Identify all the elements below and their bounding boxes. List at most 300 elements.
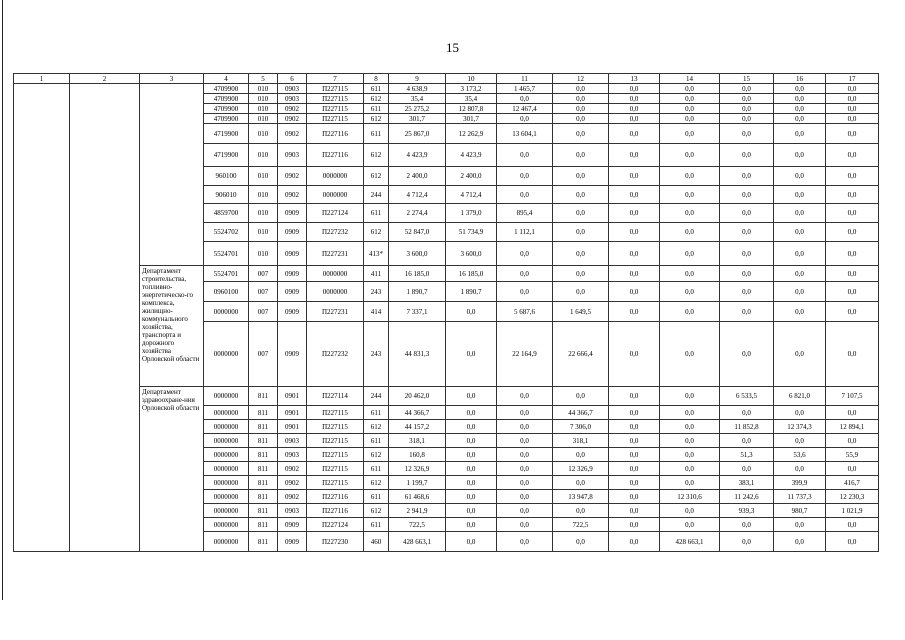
- table-cell: 0,0: [774, 518, 826, 532]
- table-cell: 44 366,7: [389, 406, 446, 420]
- table-cell: 0,0: [774, 242, 826, 266]
- table-cell: 51,3: [720, 448, 774, 462]
- table-cell: 611: [364, 462, 389, 476]
- table-cell: 0,0: [660, 387, 720, 406]
- table-cell: 0902: [278, 104, 307, 114]
- table-cell: 0,0: [660, 204, 720, 223]
- table-cell: 0,0: [553, 114, 609, 124]
- table-cell: 0,0: [720, 223, 774, 242]
- table-cell: 160,8: [389, 448, 446, 462]
- table-cell: 811: [249, 462, 278, 476]
- header-cell: 5: [249, 74, 278, 84]
- table-cell: 0,0: [553, 504, 609, 518]
- table-cell: 0,0: [446, 420, 497, 434]
- table-cell: 0,0: [720, 144, 774, 167]
- table-cell: 0,0: [774, 167, 826, 186]
- table-cell: 0,0: [609, 186, 660, 204]
- table-cell: 007: [249, 322, 278, 387]
- table-cell: 0,0: [553, 167, 609, 186]
- table-cell: 0,0: [609, 302, 660, 322]
- table-cell: 12 807,8: [446, 104, 497, 114]
- table-cell: П227231: [307, 302, 364, 322]
- table-cell: 12 374,3: [774, 420, 826, 434]
- table-cell: 0,0: [826, 462, 879, 476]
- table-cell: 0903: [278, 84, 307, 94]
- table-cell: 960100: [204, 167, 249, 186]
- table-cell: 0,0: [497, 167, 553, 186]
- table-cell: 0902: [278, 124, 307, 144]
- table-cell: 010: [249, 186, 278, 204]
- table-cell: 0902: [278, 114, 307, 124]
- table-cell: 0,0: [660, 302, 720, 322]
- table-cell: 3 600,0: [389, 242, 446, 266]
- table-cell: 0,0: [720, 434, 774, 448]
- table-cell: 612: [364, 114, 389, 124]
- table-cell: 0,0: [774, 204, 826, 223]
- table-cell: 0,0: [774, 186, 826, 204]
- table-cell: 416,7: [826, 476, 879, 490]
- header-cell: 8: [364, 74, 389, 84]
- table-cell: П227116: [307, 144, 364, 167]
- table-cell: 0,0: [826, 242, 879, 266]
- header-cell: 13: [609, 74, 660, 84]
- table-cell: 0,0: [720, 242, 774, 266]
- table-cell: 0903: [278, 144, 307, 167]
- table-cell: 0,0: [609, 223, 660, 242]
- table-cell: П227230: [307, 532, 364, 552]
- table-cell: 0,0: [609, 104, 660, 114]
- table-cell: 0,0: [720, 124, 774, 144]
- table-cell: 0,0: [774, 104, 826, 114]
- table-cell: 0000000: [204, 434, 249, 448]
- table-cell: П227124: [307, 518, 364, 532]
- table-cell: 25 867,0: [389, 124, 446, 144]
- table-cell: 0,0: [609, 266, 660, 282]
- table-cell: 243: [364, 282, 389, 302]
- table-cell: 0,0: [446, 532, 497, 552]
- table-cell: П227116: [307, 504, 364, 518]
- table-cell: 612: [364, 223, 389, 242]
- table-cell: 0,0: [774, 266, 826, 282]
- table-cell: 010: [249, 223, 278, 242]
- table-cell: П227115: [307, 476, 364, 490]
- table-cell: 4709900: [204, 104, 249, 114]
- table-cell: 0,0: [826, 223, 879, 242]
- table-cell: 906010: [204, 186, 249, 204]
- table-cell: 010: [249, 114, 278, 124]
- table-cell: 0902: [278, 476, 307, 490]
- table-cell: 12 262,9: [446, 124, 497, 144]
- table-cell: 4859700: [204, 204, 249, 223]
- table-cell: 0,0: [497, 462, 553, 476]
- table-cell: 0,0: [774, 282, 826, 302]
- table-cell: 44 366,7: [553, 406, 609, 420]
- table-cell: 007: [249, 302, 278, 322]
- table-cell: 13 947,8: [553, 490, 609, 504]
- table-cell: 0901: [278, 387, 307, 406]
- table-cell: 611: [364, 406, 389, 420]
- table-cell: 52 847,0: [389, 223, 446, 242]
- table-cell: 460: [364, 532, 389, 552]
- table-cell: 5524702: [204, 223, 249, 242]
- table-cell: 0,0: [826, 266, 879, 282]
- table-cell: 0,0: [497, 242, 553, 266]
- header-cell: 4: [204, 74, 249, 84]
- table-cell: 414: [364, 302, 389, 322]
- table-cell: 0000000: [307, 167, 364, 186]
- table-cell: 0,0: [553, 94, 609, 104]
- table-cell: 0,0: [553, 124, 609, 144]
- department-cell: Департамент строительства, топливно-энергетическо-го комплекса, жилищно-коммунального хозяйства, транспорта и дорожного хозяйства Орловской области: [140, 266, 204, 387]
- table-cell: 0000000: [204, 322, 249, 387]
- header-cell: 14: [660, 74, 720, 84]
- table-cell: 0,0: [553, 448, 609, 462]
- table-cell: П227115: [307, 406, 364, 420]
- table-cell: 4709900: [204, 94, 249, 104]
- table-cell: 0,0: [660, 420, 720, 434]
- table-cell: 0,0: [660, 476, 720, 490]
- header-cell: 15: [720, 74, 774, 84]
- table-cell: 0,0: [826, 532, 879, 552]
- table-cell: 0,0: [553, 242, 609, 266]
- page-left-edge: [2, 0, 3, 600]
- table-cell: 0,0: [609, 124, 660, 144]
- table-cell: 612: [364, 167, 389, 186]
- table-cell: 0000000: [204, 420, 249, 434]
- table-cell: П227114: [307, 387, 364, 406]
- table-cell: 811: [249, 518, 278, 532]
- table-cell: 243: [364, 322, 389, 387]
- table-cell: 7 306,0: [553, 420, 609, 434]
- table-cell: П227232: [307, 322, 364, 387]
- table-cell: 25 275,2: [389, 104, 446, 114]
- table-cell: 612: [364, 448, 389, 462]
- table-cell: 612: [364, 504, 389, 518]
- table-cell: 0902: [278, 186, 307, 204]
- table-cell: 0,0: [826, 204, 879, 223]
- table-cell: 244: [364, 186, 389, 204]
- table-cell: 3 600,0: [446, 242, 497, 266]
- table-cell: 611: [364, 518, 389, 532]
- table-cell: 0,0: [660, 504, 720, 518]
- table-cell: 0,0: [720, 94, 774, 104]
- table-cell: 0,0: [826, 282, 879, 302]
- table-cell: 010: [249, 84, 278, 94]
- table-cell: 980,7: [774, 504, 826, 518]
- table-cell: 318,1: [389, 434, 446, 448]
- table-cell: 5524701: [204, 266, 249, 282]
- table-cell: 0,0: [609, 490, 660, 504]
- table-cell: П227231: [307, 242, 364, 266]
- department-cell: Департамент здравоохране-ния Орловской области: [140, 387, 204, 552]
- table-cell: 0,0: [609, 434, 660, 448]
- table-cell: 4719900: [204, 124, 249, 144]
- table-cell: 0,0: [497, 114, 553, 124]
- table-cell: 12 310,6: [660, 490, 720, 504]
- table-cell: 0,0: [826, 302, 879, 322]
- table-cell: П227115: [307, 462, 364, 476]
- table-cell: П227115: [307, 94, 364, 104]
- table-cell: 0,0: [720, 266, 774, 282]
- table-cell: 895,4: [497, 204, 553, 223]
- table-cell: 010: [249, 204, 278, 223]
- table-cell: 4 423,9: [446, 144, 497, 167]
- table-cell: 0000000: [204, 504, 249, 518]
- table-cell: 22 666,4: [553, 322, 609, 387]
- table-cell: 0000000: [204, 490, 249, 504]
- table-cell: П227116: [307, 124, 364, 144]
- table-cell: 0,0: [774, 462, 826, 476]
- table-cell: 612: [364, 476, 389, 490]
- table-cell: 0,0: [660, 84, 720, 94]
- header-cell: 11: [497, 74, 553, 84]
- table-cell: 0,0: [826, 434, 879, 448]
- table-cell: 0,0: [660, 104, 720, 114]
- table-cell: 4709900: [204, 114, 249, 124]
- table-cell: 12 467,4: [497, 104, 553, 114]
- table-cell: 811: [249, 504, 278, 518]
- table-cell: 0,0: [826, 518, 879, 532]
- table-row: [14, 84, 879, 94]
- table-cell: 2 400,0: [389, 167, 446, 186]
- table-cell: 13 604,1: [497, 124, 553, 144]
- table-cell: 0,0: [553, 104, 609, 114]
- table-cell: 0,0: [826, 167, 879, 186]
- table-cell: 0000000: [204, 406, 249, 420]
- header-cell: 16: [774, 74, 826, 84]
- table-cell: 383,1: [720, 476, 774, 490]
- table-cell: 0,0: [609, 420, 660, 434]
- table-cell: 0909: [278, 302, 307, 322]
- table-cell: 010: [249, 104, 278, 114]
- table-cell: 0,0: [720, 204, 774, 223]
- table-cell: 0903: [278, 448, 307, 462]
- table-cell: 0,0: [660, 434, 720, 448]
- table-cell: 0,0: [609, 387, 660, 406]
- table-cell: П227115: [307, 420, 364, 434]
- table-cell: 010: [249, 94, 278, 104]
- table-cell: 7 107,5: [826, 387, 879, 406]
- table-cell: 44 831,3: [389, 322, 446, 387]
- table-cell: 0,0: [497, 476, 553, 490]
- table-cell: 0,0: [774, 124, 826, 144]
- table-cell: 0,0: [660, 114, 720, 124]
- table-cell: 0903: [278, 94, 307, 104]
- table-cell: 0,0: [720, 302, 774, 322]
- table-cell: 0,0: [553, 186, 609, 204]
- table-cell: 0909: [278, 518, 307, 532]
- table-cell: 0,0: [446, 302, 497, 322]
- table-cell: 811: [249, 448, 278, 462]
- table-cell: 20 462,0: [389, 387, 446, 406]
- table-cell: 939,3: [720, 504, 774, 518]
- table-cell: 0,0: [720, 282, 774, 302]
- table-cell: 611: [364, 104, 389, 114]
- table-cell: 35,4: [389, 94, 446, 104]
- table-cell: 1 021,9: [826, 504, 879, 518]
- table-cell: 0902: [278, 462, 307, 476]
- table-cell: 22 164,9: [497, 322, 553, 387]
- table-cell: П227115: [307, 434, 364, 448]
- table-cell: 612: [364, 94, 389, 104]
- table-cell: 0,0: [720, 114, 774, 124]
- table-cell: 0,0: [660, 266, 720, 282]
- table-cell: 0,0: [774, 84, 826, 94]
- table-cell: 35,4: [446, 94, 497, 104]
- table-cell: 722,5: [389, 518, 446, 532]
- table-cell: 0,0: [497, 434, 553, 448]
- header-row: [14, 74, 879, 84]
- table-cell: 0000000: [307, 186, 364, 204]
- table-cell: 3 173,2: [446, 84, 497, 94]
- table-cell: 611: [364, 84, 389, 94]
- table-cell: 0,0: [609, 84, 660, 94]
- table-cell: 0909: [278, 282, 307, 302]
- table-cell: 0,0: [497, 518, 553, 532]
- table-cell: 0,0: [720, 186, 774, 204]
- table-cell: 0,0: [774, 434, 826, 448]
- table-cell: 244: [364, 387, 389, 406]
- table-cell: 0000000: [204, 532, 249, 552]
- table-cell: П227115: [307, 104, 364, 114]
- table-cell: 61 468,6: [389, 490, 446, 504]
- table-cell: 0,0: [446, 434, 497, 448]
- table-cell: 0,0: [826, 186, 879, 204]
- table-cell: 0000000: [307, 282, 364, 302]
- table-cell: 4 712,4: [446, 186, 497, 204]
- table-cell: 44 157,2: [389, 420, 446, 434]
- table-cell: 811: [249, 476, 278, 490]
- table-cell: 0,0: [609, 242, 660, 266]
- table-cell: 318,1: [553, 434, 609, 448]
- table-cell: 0,0: [553, 144, 609, 167]
- table-cell: П227124: [307, 204, 364, 223]
- table-cell: 0,0: [660, 186, 720, 204]
- table-cell: 0909: [278, 532, 307, 552]
- table-cell: 0,0: [497, 387, 553, 406]
- header-cell: 3: [140, 74, 204, 84]
- table-cell: 0,0: [553, 84, 609, 94]
- table-cell: 007: [249, 282, 278, 302]
- table-cell: 12 230,3: [826, 490, 879, 504]
- header-cell: 6: [278, 74, 307, 84]
- table-cell: П227115: [307, 84, 364, 94]
- table-cell: 1 890,7: [446, 282, 497, 302]
- table-cell: 0,0: [720, 462, 774, 476]
- table-cell: 2 400,0: [446, 167, 497, 186]
- table-cell: 4 638,9: [389, 84, 446, 94]
- table-cell: 0,0: [609, 144, 660, 167]
- table-cell: 611: [364, 490, 389, 504]
- table-cell: 11 737,3: [774, 490, 826, 504]
- table-cell: 0000000: [204, 302, 249, 322]
- table-cell: 0,0: [497, 266, 553, 282]
- table-cell: 0,0: [660, 242, 720, 266]
- table-cell: 1 890,7: [389, 282, 446, 302]
- table-cell: 0,0: [660, 124, 720, 144]
- table-cell: 0,0: [446, 387, 497, 406]
- table-cell: 010: [249, 167, 278, 186]
- table-cell: 0,0: [609, 532, 660, 552]
- header-cell: 10: [446, 74, 497, 84]
- page-number: 15: [446, 40, 459, 55]
- table-cell: 12 894,1: [826, 420, 879, 434]
- table-cell: 0,0: [609, 462, 660, 476]
- table-cell: 0000000: [204, 476, 249, 490]
- table-cell: 0,0: [609, 322, 660, 387]
- table-cell: 0,0: [553, 387, 609, 406]
- table-cell: 6 821,0: [774, 387, 826, 406]
- table-cell: 0,0: [826, 84, 879, 94]
- table-cell: 0,0: [774, 144, 826, 167]
- table-cell: 0,0: [774, 94, 826, 104]
- table-cell: 0000000: [204, 518, 249, 532]
- table-cell: 611: [364, 434, 389, 448]
- table-body: [14, 74, 879, 552]
- table-cell: 0,0: [609, 167, 660, 186]
- table-cell: П227232: [307, 223, 364, 242]
- table-cell: 0901: [278, 420, 307, 434]
- table-cell: 0,0: [826, 322, 879, 387]
- table-cell: 010: [249, 242, 278, 266]
- table-cell: 0909: [278, 322, 307, 387]
- table-cell: 0,0: [609, 204, 660, 223]
- table-cell: 0,0: [609, 282, 660, 302]
- table-cell: 0902: [278, 490, 307, 504]
- table-cell: 5524701: [204, 242, 249, 266]
- table-cell: 16 185,0: [389, 266, 446, 282]
- table-cell: 0,0: [660, 282, 720, 302]
- department-cell: [140, 84, 204, 266]
- table-cell: 0,0: [497, 94, 553, 104]
- table-cell: 0,0: [826, 144, 879, 167]
- table-cell: 0,0: [609, 518, 660, 532]
- table-cell: 0,0: [553, 266, 609, 282]
- table-cell: 0,0: [660, 167, 720, 186]
- table-cell: 0,0: [720, 167, 774, 186]
- table-cell: 53,6: [774, 448, 826, 462]
- table-cell: 611: [364, 124, 389, 144]
- table-cell: 411: [364, 266, 389, 282]
- table-cell: 1 465,7: [497, 84, 553, 94]
- table-cell: 0,0: [660, 448, 720, 462]
- table-cell: 0909: [278, 242, 307, 266]
- table-cell: 0,0: [774, 406, 826, 420]
- table-cell: 0960100: [204, 282, 249, 302]
- table-cell: 811: [249, 387, 278, 406]
- table-cell: 0,0: [446, 448, 497, 462]
- table-cell: 0,0: [774, 322, 826, 387]
- table-cell: 0,0: [553, 282, 609, 302]
- table-cell: 0,0: [497, 406, 553, 420]
- table-cell: 612: [364, 144, 389, 167]
- table-cell: 11 242,6: [720, 490, 774, 504]
- table-cell: 0,0: [446, 322, 497, 387]
- table-cell: 428 663,1: [389, 532, 446, 552]
- table-cell: 2 274,4: [389, 204, 446, 223]
- table-cell: 301,7: [389, 114, 446, 124]
- header-cell: 12: [553, 74, 609, 84]
- header-cell: 9: [389, 74, 446, 84]
- table-cell: 428 663,1: [660, 532, 720, 552]
- table-cell: 612: [364, 420, 389, 434]
- table-cell: 010: [249, 124, 278, 144]
- table-cell: 51 734,9: [446, 223, 497, 242]
- table-cell: 0909: [278, 204, 307, 223]
- table-cell: 0,0: [497, 144, 553, 167]
- table-cell: 7 337,1: [389, 302, 446, 322]
- table-cell: 1 199,7: [389, 476, 446, 490]
